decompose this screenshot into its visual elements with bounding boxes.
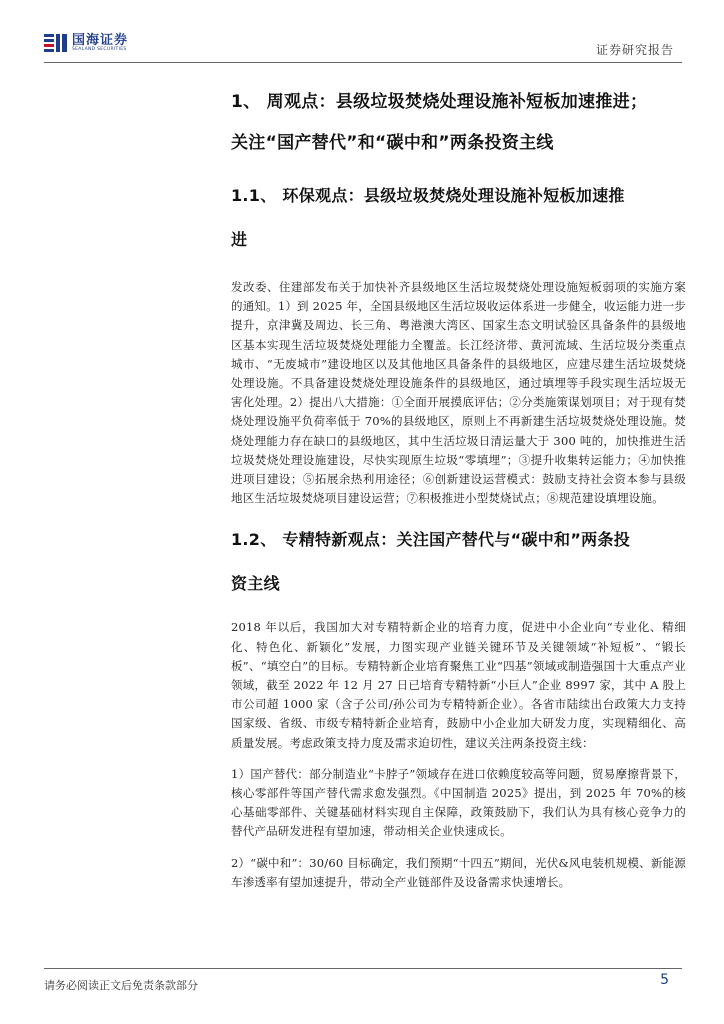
company-logo	[44, 33, 128, 53]
section-1-1-paragraph: 发改委、住建部发布关于加快补齐县级地区生活垃圾焚烧处理设施短板弱项的实施方案的通知。1）到 2025 年，全国县级地区生活垃圾收运体系进一步健全，收运能力进一步提升，京津冀及周边、长三角、粤港澳大湾区、国家生态文明试验区具备条件的县级地区基本实现生活垃圾焚烧处理能力全覆盖。长江经济带、黄河流域、生活垃圾分类重点城市、“无废城市”建设地区以及其他地区具备条件的县级地区，应建尽建生活垃圾焚烧处理设施。不具备建设焚烧处理设施条件的县级地区，通过填埋等手段实现生活垃圾无害化处理。2）提出八大措施：①全面开展摸底评估；②分类施策谋划项目；对于现有焚烧处理设施平负荷率低于 70%的县级地区，原则上不再新建生活垃圾焚烧处理设施。焚烧处理能力存在缺口的县级地区，其中生活垃圾日清运量大于 300 吨的，加快推进生活垃圾焚烧处理设施建设，尽快实现原生垃圾“零填埋”；③提升收集转运能力；④加快推进项目建设；⑤拓展余热利用途径；⑥创新建设运营模式：鼓励支持社会资本参与县级地区生活垃圾焚烧项目建设运营；⑦积极推进小型焚烧试点；⑧规范建设填埋设施。	[231, 280, 686, 506]
section-1-1-heading-line-2: 进	[231, 230, 248, 249]
section-1-2-paragraph: 2018 年以后，我国加大对专精特新企业的培育力度，促进中小企业向“专业化、精细化、特色化、新颖化”发展，力图实现产业链关键环节及关键领域“补短板”、“锻长板”、“填空白”的目标。专精特新企业培育聚焦工业“四基”领域或制造强国十大重点产业领域，截至 2022 年 12 月 27 日已培育专精特新“小巨人”企业 8997 家，其中 A 股上市公司超 1000 家（含子公司/孙公司为专精特新企业）。各省市陆续出台政策大力支持国家级、省级、市级专精特新企业培育，鼓励中小企业加大研发力度，实现精细化、高质量发展。考虑政策支持力度及需求迫切性，建议关注两条投资主线：	[231, 620, 686, 750]
section-1-1-heading-line-1: 1.1、 环保观点：县级垃圾焚烧处理设施补短板加速推	[231, 186, 625, 205]
section-1-2-heading-line-2: 资主线	[231, 574, 280, 594]
section-1-heading-line-1: 1、 周观点：县级垃圾焚烧处理设施补短板加速推进；	[231, 92, 648, 112]
sealand-logo-icon	[44, 34, 68, 52]
section-1-2-heading	[231, 518, 686, 606]
section-1-2-heading-line-1: 1.2、 专精特新观点：关注国产替代与“碳中和”两条投	[231, 530, 631, 550]
logo-english-name: SEALAND SECURITIES	[72, 46, 127, 52]
footer-divider	[44, 968, 682, 969]
main-content	[231, 80, 686, 892]
section-1-heading	[231, 82, 686, 164]
investment-theme-1: 1）国产替代：部分制造业“卡脖子”领域存在进口依赖度较高等问题，贸易摩擦背景下，核心零部件等国产替代需求愈发强烈。《中国制造 2025》提出，到 2025 年 70%的核心基础零部件、关键基础材料实现自主保障，政策鼓励下，我们认为具有核心竞争力的替代产品研发进程有望加速，带动相关企业快速成长。	[231, 766, 686, 839]
report-type-label: 证券研究报告	[595, 43, 674, 57]
page-header	[0, 0, 724, 62]
page-number: 5	[660, 972, 669, 988]
disclaimer-note: 请务必阅读正文后免责条款部分	[44, 979, 198, 992]
section-1-heading-line-2: 关注“国产替代”和“碳中和”两条投资主线	[231, 133, 554, 153]
section-1-1-heading	[231, 174, 686, 262]
header-divider	[44, 62, 682, 63]
logo-chinese-name: 国海证券	[72, 32, 129, 48]
investment-theme-2: 2）“碳中和”：30/60 目标确定，我们预期“十四五”期间，光伏&风电装机规模、新能源车渗透率有望加速提升，带动全产业链部件及设备需求快速增长。	[231, 855, 686, 889]
